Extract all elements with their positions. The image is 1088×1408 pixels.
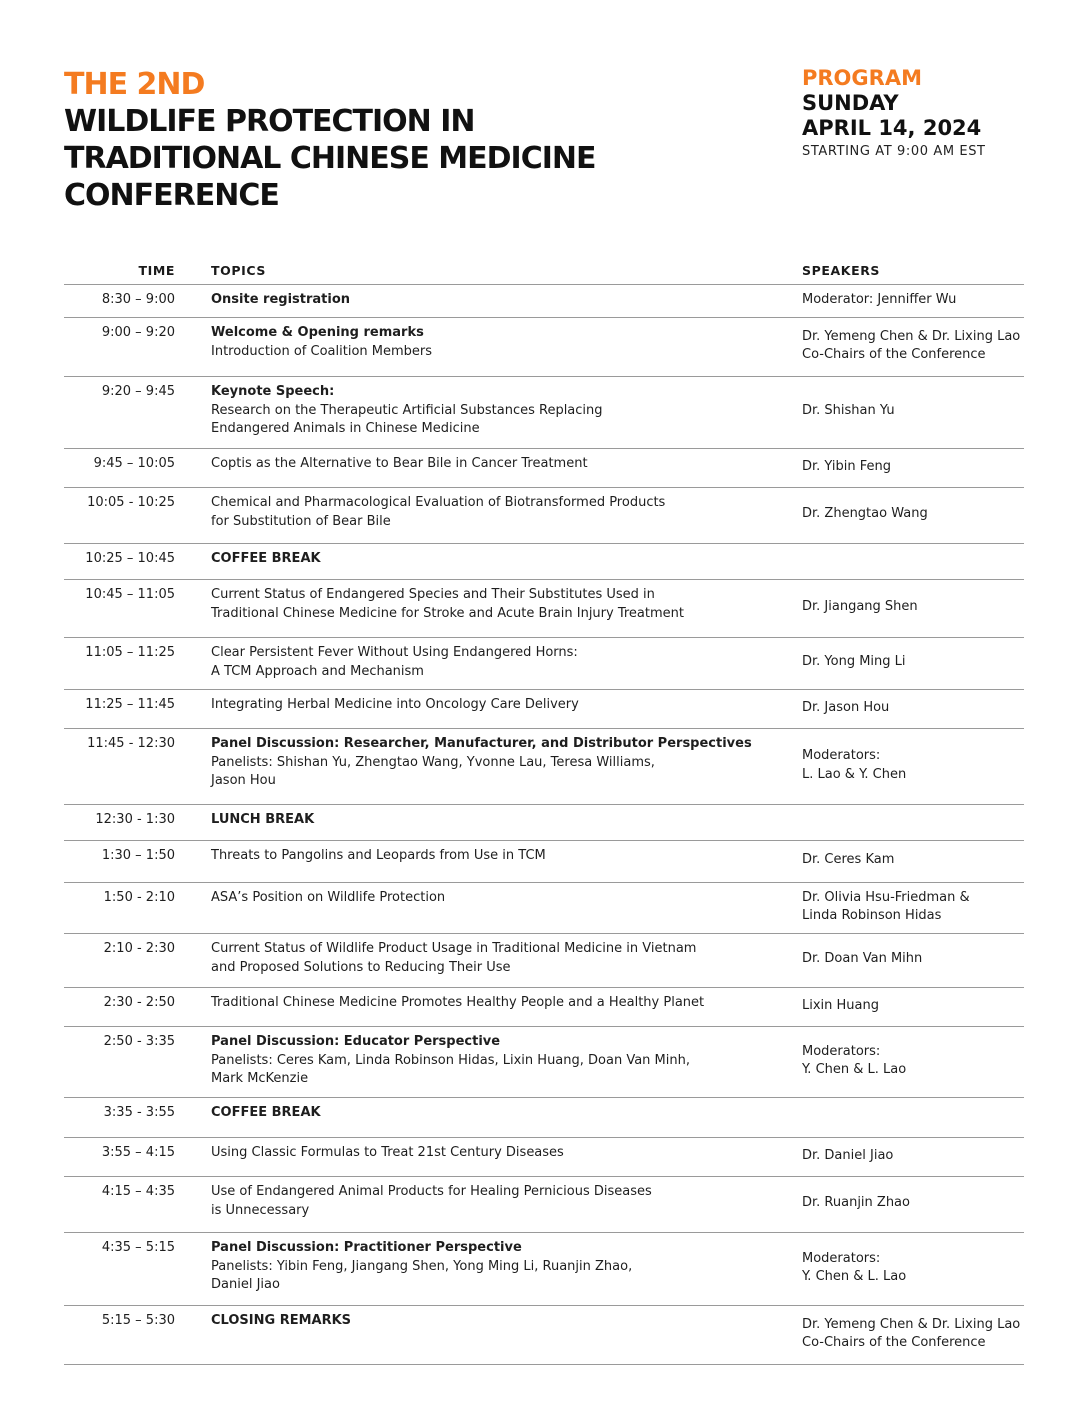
schedule-row (64, 934, 1024, 988)
schedule-row (64, 805, 1024, 841)
schedule-row (64, 1027, 1024, 1098)
session-time: 1:50 - 2:10 (103, 890, 175, 905)
session-topic (211, 841, 802, 882)
program-info (802, 66, 1072, 162)
session-topic (211, 805, 802, 840)
session-topic-line: Using Classic Formulas to Treat 21st Century Diseases (211, 1145, 564, 1160)
session-topic (211, 1138, 802, 1176)
schedule-row (64, 1098, 1024, 1138)
session-topic (211, 988, 802, 1026)
program-date: APRIL 14, 2024 (802, 116, 982, 140)
session-topic (211, 1098, 802, 1137)
speaker-line: Dr. Ruanjin Zhao (802, 1195, 910, 1211)
session-topic-line: Use of Endangered Animal Products for Healing Pernicious Diseases (211, 1184, 652, 1199)
schedule-row (64, 449, 1024, 488)
speaker-line: Moderator: Jenniffer Wu (802, 291, 957, 307)
session-topic-line: Research on the Therapeutic Artificial Substances Replacing (211, 402, 603, 418)
header-time: TIME (138, 262, 175, 278)
title-edition: THE 2ND (64, 67, 205, 102)
speaker-line: L. Lao & Y. Chen (802, 766, 907, 782)
session-time: 9:00 – 9:20 (101, 325, 175, 340)
session-speakers (802, 1177, 1042, 1232)
session-topic-line: Panelists: Yibin Feng, Jiangang Shen, Yong Ming Li, Ruanjin Zhao, (211, 1258, 633, 1274)
session-topic-line: and Proposed Solutions to Reducing Their Use (211, 959, 511, 975)
session-speakers (802, 638, 1042, 689)
session-time: 10:05 - 10:25 (87, 495, 175, 510)
speaker-line: Dr. Daniel Jiao (802, 1147, 894, 1163)
session-speakers (802, 544, 1042, 579)
schedule-row (64, 1233, 1024, 1306)
speaker-line: Dr. Ceres Kam (802, 852, 895, 868)
session-time: 1:30 – 1:50 (101, 848, 175, 863)
session-time: 11:05 – 11:25 (85, 645, 175, 660)
session-time: 10:45 – 11:05 (85, 587, 175, 602)
session-topic-title: Panel Discussion: Researcher, Manufacturer, and Distributor Perspectives (211, 736, 752, 751)
session-topic-line: Introduction of Coalition Members (211, 343, 433, 359)
session-topic (211, 934, 802, 987)
session-time: 2:10 - 2:30 (103, 941, 175, 956)
speaker-line: Moderators: (802, 748, 881, 763)
schedule-row (64, 488, 1024, 544)
session-speakers (802, 841, 1042, 882)
speaker-line: Dr. Yemeng Chen & Dr. Lixing Lao (802, 1316, 1021, 1332)
speaker-line: Dr. Yibin Feng (802, 458, 892, 474)
session-topic-line: ASA’s Position on Wildlife Protection (211, 890, 446, 905)
session-speakers (802, 934, 1042, 987)
session-topic (211, 580, 802, 637)
session-topic-title: Welcome & Opening remarks (211, 325, 424, 340)
session-speakers (802, 1098, 1042, 1137)
title-line-1: WILDLIFE PROTECTION IN (64, 104, 475, 139)
header-speakers: SPEAKERS (802, 262, 881, 278)
session-time: 9:20 – 9:45 (101, 384, 175, 399)
schedule-row (64, 580, 1024, 638)
session-topic-line: Traditional Chinese Medicine for Stroke and Acute Brain Injury Treatment (211, 605, 684, 621)
session-speakers (802, 449, 1042, 487)
session-topic (211, 638, 802, 689)
session-time: 3:55 – 4:15 (101, 1145, 175, 1160)
session-topic (211, 488, 802, 543)
schedule-table (64, 256, 1024, 1365)
session-speakers (802, 1233, 1042, 1305)
session-time: 5:15 – 5:30 (101, 1313, 175, 1328)
session-topic-title: Onsite registration (211, 292, 351, 307)
session-time: 3:35 - 3:55 (103, 1105, 175, 1120)
session-topic-title: COFFEE BREAK (211, 551, 321, 566)
session-topic (211, 1233, 802, 1305)
session-topic-line: is Unnecessary (211, 1202, 310, 1218)
schedule-row (64, 690, 1024, 729)
title-line-3: CONFERENCE (64, 178, 279, 213)
speaker-line: Dr. Shishan Yu (802, 403, 895, 419)
program-day: SUNDAY (802, 91, 899, 115)
schedule-row (64, 841, 1024, 883)
session-speakers (802, 377, 1042, 448)
schedule-row (64, 1138, 1024, 1177)
program-label: PROGRAM (802, 66, 922, 90)
speaker-line: Dr. Zhengtao Wang (802, 506, 928, 522)
session-time: 11:25 – 11:45 (85, 697, 175, 712)
session-speakers (802, 1027, 1042, 1097)
session-speakers (802, 580, 1042, 637)
session-topic-title: COFFEE BREAK (211, 1105, 321, 1120)
session-speakers (802, 690, 1042, 728)
speaker-line: Co-Chairs of the Conference (802, 347, 986, 362)
session-time: 9:45 – 10:05 (93, 456, 175, 471)
session-topic (211, 1027, 802, 1097)
session-topic (211, 1177, 802, 1232)
session-topic-line: Daniel Jiao (211, 1277, 280, 1292)
program-start-time: STARTING AT 9:00 AM EST (802, 144, 986, 159)
session-time: 12:30 - 1:30 (95, 812, 175, 827)
speaker-line: Co-Chairs of the Conference (802, 1335, 986, 1350)
header-topics: TOPICS (211, 262, 266, 278)
session-time: 4:35 – 5:15 (101, 1240, 175, 1255)
schedule-row (64, 285, 1024, 318)
schedule-row (64, 638, 1024, 690)
schedule-row (64, 729, 1024, 805)
session-speakers (802, 729, 1042, 804)
session-topic-title: Panel Discussion: Educator Perspective (211, 1034, 501, 1049)
schedule-row (64, 1177, 1024, 1233)
speaker-line: Dr. Olivia Hsu-Friedman & (802, 889, 970, 905)
speaker-line: Dr. Doan Van Mihn (802, 951, 923, 967)
session-speakers (802, 488, 1042, 543)
session-topic-title: Panel Discussion: Practitioner Perspective (211, 1240, 522, 1255)
session-time: 4:15 – 4:35 (101, 1184, 175, 1199)
session-topic (211, 318, 802, 376)
conference-title (64, 66, 724, 214)
session-topic (211, 1306, 802, 1364)
session-topic-line: Integrating Herbal Medicine into Oncology Care Delivery (211, 697, 579, 712)
session-topic-line: Panelists: Shishan Yu, Zhengtao Wang, Yvonne Lau, Teresa Williams, (211, 754, 655, 770)
schedule-row (64, 1306, 1024, 1365)
session-topic (211, 544, 802, 579)
session-topic (211, 729, 802, 804)
speaker-line: Moderators: (802, 1043, 881, 1059)
schedule-row (64, 377, 1024, 449)
session-topic-title: CLOSING REMARKS (211, 1313, 352, 1328)
session-topic-line: Clear Persistent Fever Without Using Endangered Horns: (211, 645, 578, 660)
session-speakers (802, 318, 1042, 376)
session-topic-line: Current Status of Wildlife Product Usage in Traditional Medicine in Vietnam (211, 941, 697, 956)
session-speakers (802, 1138, 1042, 1176)
session-topic-title: Keynote Speech: (211, 384, 335, 399)
session-time: 2:50 - 3:35 (103, 1034, 175, 1049)
session-topic-line: Traditional Chinese Medicine Promotes Healthy People and a Healthy Planet (211, 995, 705, 1010)
session-topic-line: Chemical and Pharmacological Evaluation of Biotransformed Products (211, 495, 666, 510)
session-topic-line: Jason Hou (211, 773, 276, 788)
session-speakers (802, 805, 1042, 840)
session-speakers (802, 883, 1042, 933)
session-speakers (802, 988, 1042, 1026)
session-topic-line: Threats to Pangolins and Leopards from Use in TCM (211, 848, 546, 863)
session-topic-line: for Substitution of Bear Bile (211, 513, 391, 529)
session-topic (211, 377, 802, 448)
speaker-line: Lixin Huang (802, 997, 880, 1013)
schedule-row (64, 988, 1024, 1027)
speaker-line: Dr. Jiangang Shen (802, 599, 918, 615)
session-topic (211, 883, 802, 933)
schedule-row (64, 883, 1024, 934)
session-time: 10:25 – 10:45 (85, 551, 175, 566)
speaker-line: Y. Chen & L. Lao (802, 1062, 907, 1077)
speaker-line: Linda Robinson Hidas (802, 908, 942, 923)
schedule-rows (64, 285, 1024, 1365)
speaker-line: Moderators: (802, 1250, 881, 1266)
title-line-2: TRADITIONAL CHINESE MEDICINE (64, 141, 596, 176)
speaker-line: Dr. Yong Ming Li (802, 654, 906, 670)
schedule-row (64, 318, 1024, 377)
session-topic-title: LUNCH BREAK (211, 812, 315, 827)
schedule-header-row (64, 256, 1024, 285)
session-time: 11:45 - 12:30 (87, 736, 175, 751)
session-topic-line: Current Status of Endangered Species and Their Substitutes Used in (211, 587, 655, 602)
session-topic (211, 690, 802, 728)
session-topic-line: Coptis as the Alternative to Bear Bile in Cancer Treatment (211, 456, 588, 471)
speaker-line: Y. Chen & L. Lao (802, 1269, 907, 1284)
session-topic-line: Mark McKenzie (211, 1071, 309, 1086)
session-topic-line: A TCM Approach and Mechanism (211, 663, 424, 679)
session-topic-line: Panelists: Ceres Kam, Linda Robinson Hidas, Lixin Huang, Doan Van Minh, (211, 1052, 690, 1068)
session-topic-line: Endangered Animals in Chinese Medicine (211, 421, 480, 436)
session-topic (211, 449, 802, 487)
session-speakers (802, 285, 1042, 317)
speaker-line: Dr. Jason Hou (802, 699, 890, 715)
session-speakers (802, 1306, 1042, 1364)
schedule-row (64, 544, 1024, 580)
speaker-line: Dr. Yemeng Chen & Dr. Lixing Lao (802, 328, 1021, 344)
session-time: 8:30 – 9:00 (101, 292, 175, 307)
session-time: 2:30 - 2:50 (103, 995, 175, 1010)
session-topic (211, 285, 802, 317)
